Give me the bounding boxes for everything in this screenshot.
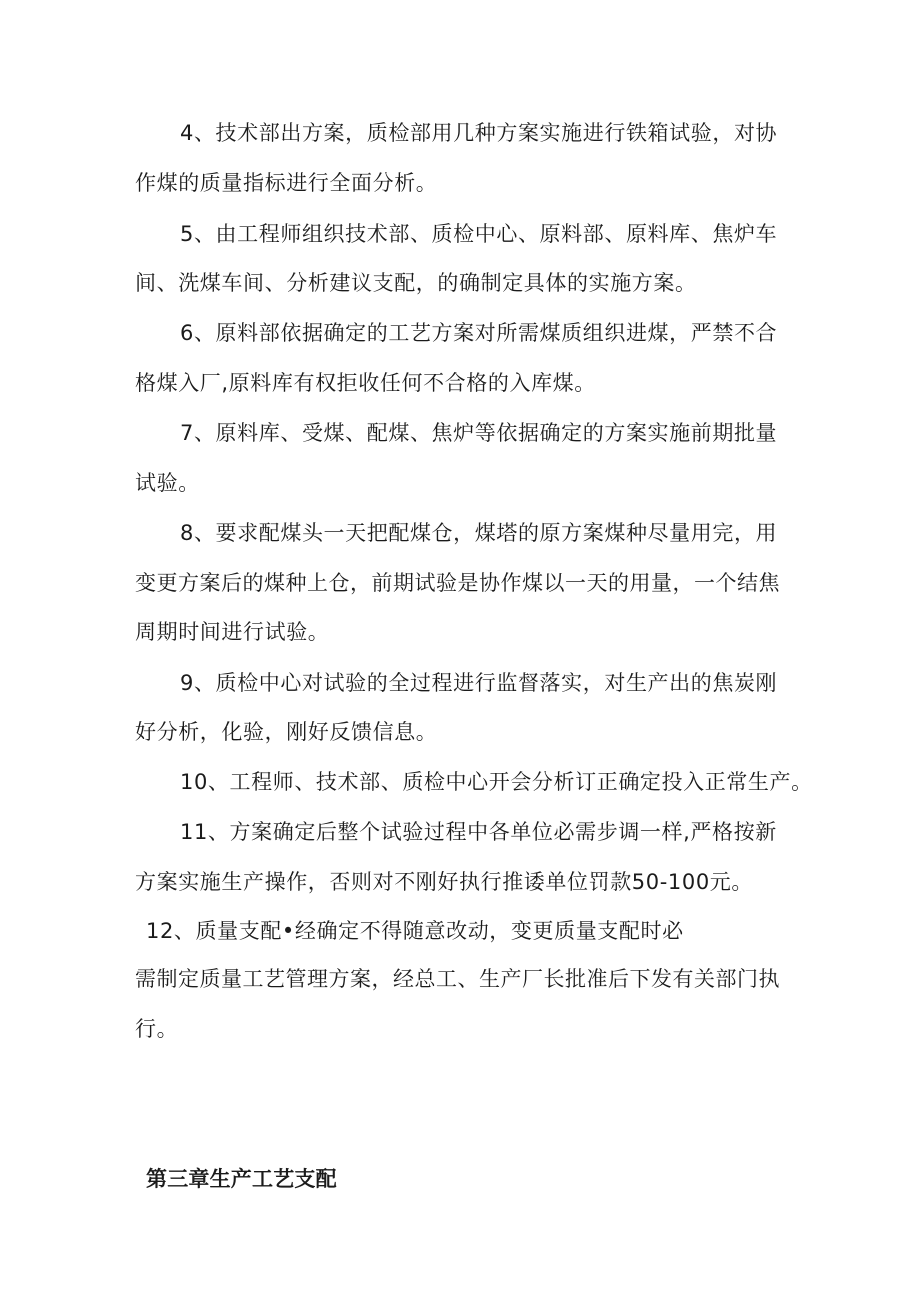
paragraph-line: 10、工程师、技术部、质检中心开会分析订正确定投入正常生产。 <box>180 770 813 794</box>
paragraph-line: 间、洗煤车间、分析建议支配，的确制定具体的实施方案。 <box>135 271 697 295</box>
paragraph-line: 方案实施生产操作，否则对不刚好执行推诿单位罚款50-100元。 <box>135 870 753 894</box>
paragraph-line: 8、要求配煤头一天把配煤仓，煤塔的原方案煤种尽量用完，用 <box>180 521 778 545</box>
paragraph-line: 11、方案确定后整个试验过程中各单位必需步调一样,严格按新 <box>180 820 777 844</box>
paragraph-line: 9、质检中心对试验的全过程进行监督落实，对生产出的焦炭刚 <box>180 671 778 695</box>
paragraph-line: 6、原料部依据确定的工艺方案对所需煤质组织进煤，严禁不合 <box>180 321 778 345</box>
paragraph-line: 格煤入厂,原料库有权拒收任何不合格的入库煤。 <box>135 371 596 395</box>
paragraph-line: 周期时间进行试验。 <box>135 620 330 644</box>
chapter-heading: 第三章生产工艺支配 <box>146 1167 337 1192</box>
paragraph-line: 12、质量支配•经确定不得随意改动，变更质量支配时必 <box>146 919 684 943</box>
paragraph-line: 需制定质量工艺管理方案，经总工、生产厂长批准后下发有关部门执 <box>135 967 780 991</box>
paragraph-line: 5、由工程师组织技术部、质检中心、原料部、原料库、焦炉车 <box>180 222 778 246</box>
paragraph-line: 变更方案后的煤种上仓，前期试验是协作煤以一天的用量，一个结焦 <box>135 571 780 595</box>
paragraph-line: 4、技术部出方案，质检部用几种方案实施进行铁箱试验，对协 <box>180 121 778 145</box>
paragraph-line: 7、原料库、受煤、配煤、焦炉等依据确定的方案实施前期批量 <box>180 421 778 445</box>
paragraph-line: 作煤的质量指标进行全面分析。 <box>135 171 438 195</box>
paragraph-line: 好分析，化验，刚好反馈信息。 <box>135 720 438 744</box>
paragraph-line: 行。 <box>135 1017 179 1041</box>
paragraph-line: 试验。 <box>135 471 200 495</box>
